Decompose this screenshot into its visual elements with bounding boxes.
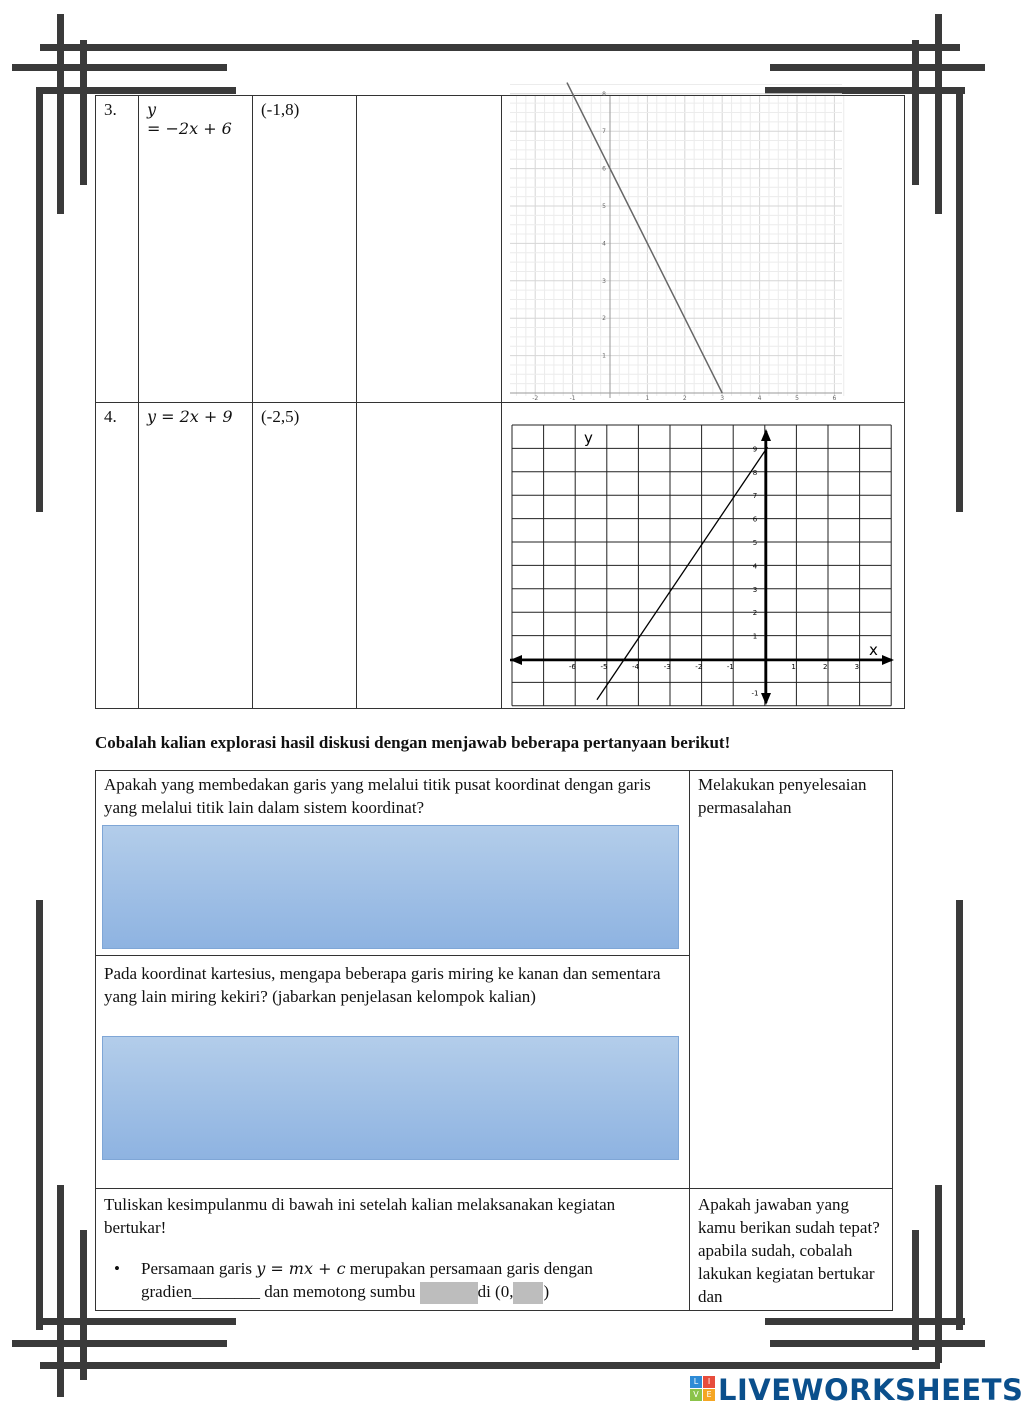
x-axis-arrow-right	[882, 655, 894, 665]
y-tick-label: -1	[751, 689, 759, 698]
equation-cell	[139, 96, 253, 403]
x-tick-label: 1	[791, 663, 796, 671]
x-tick-label: 3	[720, 395, 725, 402]
y-tick-label: 6	[752, 515, 758, 524]
row-number: 4.	[96, 403, 139, 709]
question-3: Tuliskan kesimpulanmu di bawah ini setelah kalian melaksanakan kegiatan bertukar!	[104, 1195, 616, 1237]
x-tick-label: -1	[726, 663, 734, 671]
y-tick-label: 3	[752, 585, 758, 594]
y-tick-label: 1	[752, 632, 758, 641]
answer-box-1[interactable]	[102, 825, 679, 949]
y-axis-arrow-top	[761, 429, 771, 441]
question-1: Apakah yang membedakan garis yang melalui titik pusat koordinat dengan garis yang melalui titik lain dalam sistem koordinat?	[96, 771, 690, 956]
question-3-cell	[96, 1189, 690, 1311]
y-tick-label: 7	[602, 128, 606, 136]
y-tick-label: 4	[602, 240, 606, 248]
answer-blank-point[interactable]	[513, 1282, 543, 1304]
x-tick-label: 2	[822, 663, 828, 671]
answer-cell[interactable]	[357, 403, 502, 709]
conclusion-bullet	[104, 1257, 681, 1304]
y-tick-label: 8	[602, 90, 606, 98]
y-tick-label: 5	[602, 203, 606, 210]
equation-table	[95, 90, 905, 709]
liveworksheets-logo[interactable]: LIVEWORKSHEETS	[718, 1373, 1023, 1407]
y-axis-label: y	[584, 429, 593, 447]
y-tick-label: 9	[752, 445, 758, 454]
bullet-text-d: di (0,	[477, 1282, 514, 1301]
side-note-1: Melakukan penyelesaian permasalahan	[690, 771, 893, 1189]
graph-line-1	[502, 90, 905, 402]
y-tick-label: 6	[602, 165, 606, 173]
equation-lhs: y	[147, 100, 157, 119]
x-tick-label: -1	[569, 395, 576, 402]
x-tick-label: -2	[695, 663, 703, 671]
table-row	[96, 1189, 893, 1311]
x-tick-label: 5	[795, 395, 799, 402]
bullet-dot: •	[114, 1259, 120, 1278]
x-tick-label: 3	[854, 663, 860, 671]
x-tick-label: -2	[532, 395, 539, 402]
answer-box-2[interactable]	[102, 1036, 679, 1160]
y-axis-arrow-bottom	[761, 693, 771, 705]
answer-cell[interactable]	[357, 96, 502, 403]
y-tick-label: 8	[752, 468, 758, 477]
x-tick-label: 4	[757, 395, 762, 402]
equation-full: y = 2x + 9	[147, 407, 233, 426]
x-tick-label: -3	[663, 663, 671, 671]
logo-badge-icon: L I V E	[690, 1376, 716, 1402]
answer-blank-axis[interactable]	[420, 1282, 478, 1304]
bullet-equation: y = mx + c	[256, 1259, 346, 1278]
y-tick-label: 2	[602, 315, 606, 323]
table-row	[96, 96, 905, 403]
graph-cell	[502, 90, 905, 403]
y-tick-label: 7	[752, 492, 758, 501]
section-heading: Cobalah kalian explorasi hasil diskusi dengan menjawab beberapa pertanyaan berikut!	[95, 733, 731, 752]
bullet-text-c: gradien________ dan memotong sumbu	[141, 1282, 420, 1301]
y-tick-label: 5	[752, 539, 758, 547]
x-axis-label: x	[869, 641, 878, 659]
equation-cell	[139, 403, 253, 709]
equation-rhs: = −2x + 6	[147, 119, 232, 138]
point-cell: (-2,5)	[253, 403, 357, 709]
table-row	[96, 403, 905, 709]
y-tick-label: 2	[752, 609, 758, 618]
y-tick-label: 3	[602, 277, 606, 285]
row-number: 3.	[96, 96, 139, 403]
x-tick-label: -6	[568, 663, 576, 671]
x-tick-label: 1	[645, 395, 650, 402]
x-tick-label: 2	[682, 395, 687, 402]
bullet-text-e: )	[543, 1282, 550, 1301]
x-tick-label: -5	[600, 663, 608, 671]
x-tick-label: -4	[632, 663, 640, 671]
y-tick-label: 1	[602, 352, 606, 360]
graph-cell	[502, 403, 905, 709]
x-tick-label: 6	[832, 395, 837, 402]
bullet-text-a: Persamaan garis	[141, 1259, 257, 1278]
question-2: Pada koordinat kartesius, mengapa beberapa garis miring ke kanan dan sementara yang lain miring kekiri? (jabarkan penjelasan kelompok kalian)	[96, 956, 690, 1189]
side-note-2: Apakah jawaban yang kamu berikan sudah tepat? apabila sudah, cobalah lakukan kegiatan bertukar dan	[690, 1189, 893, 1311]
graph-line-2	[502, 403, 905, 707]
point-cell: (-1,8)	[253, 96, 357, 403]
bullet-text-b: merupakan persamaan garis dengan	[345, 1259, 593, 1278]
y-tick-label: 4	[752, 562, 758, 571]
function-line	[597, 447, 768, 700]
